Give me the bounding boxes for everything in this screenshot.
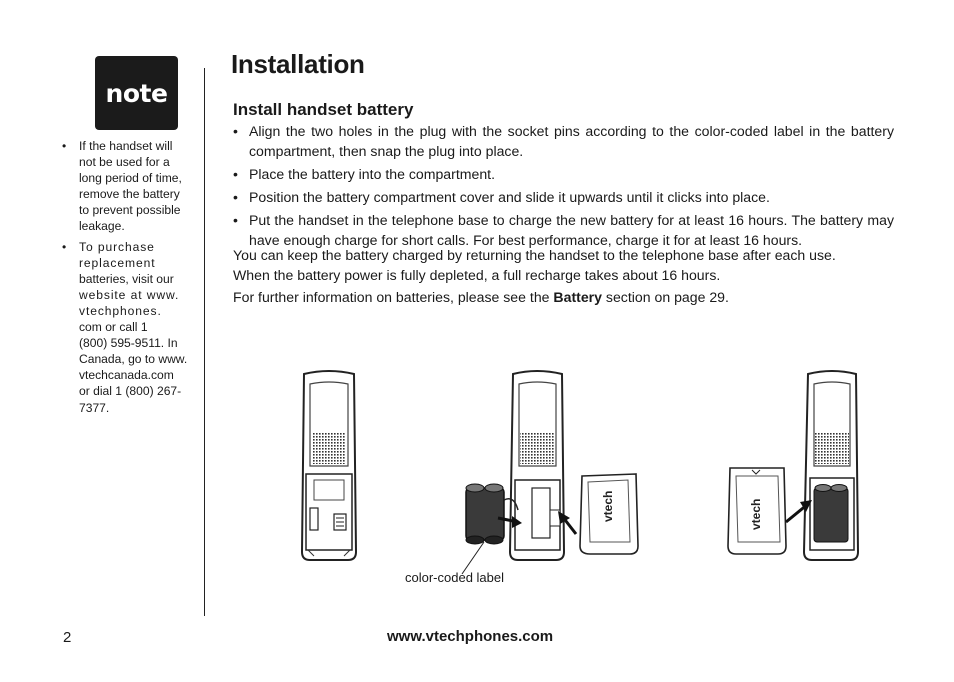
cover-brand-label: vtech xyxy=(749,498,763,530)
sidebar-note-line: long period of time, xyxy=(79,171,182,186)
sidebar-note-line: remove the battery xyxy=(79,187,180,202)
battery-pack xyxy=(814,488,848,542)
instruction-item: • Place the battery into the compartment. xyxy=(233,164,894,184)
sidebar-note-line: • To purchase xyxy=(79,239,155,254)
sidebar-note-line: or dial 1 (800) 267- xyxy=(79,384,182,399)
sidebar-note-line: (800) 595-9511. In xyxy=(79,336,178,351)
paragraph-line: When the battery power is fully depleted, a full recharge takes about 16 hours. xyxy=(233,267,721,283)
sidebar-note-line: website at www. xyxy=(79,287,180,302)
instruction-item: • Put the handset in the telephone base to charge the new battery for at least 16 hours. The battery may have enough charge for short calls. For best performance, charge it for at least 16 hours. xyxy=(233,210,894,250)
paragraph-line: You can keep the battery charged by returning the handset to the telephone base after each use. xyxy=(233,247,836,263)
instruction-item: • Align the two holes in the plug with the socket pins according to the color-coded label in the battery compartment, then snap the plug into place. xyxy=(233,121,894,161)
instruction-item: • Position the battery compartment cover and slide it upwards until it clicks into place. xyxy=(233,187,894,207)
sidebar-note-line: • If the handset will xyxy=(79,139,173,153)
sidebar-note-line: batteries, visit our xyxy=(79,271,174,286)
insert-battery-illustration xyxy=(462,370,642,564)
battery-pack xyxy=(466,488,504,540)
cover-brand-label: vtech xyxy=(601,490,615,522)
sidebar-note-line: vtechcanada.com xyxy=(79,368,174,383)
battery-section-link: Battery xyxy=(553,289,602,305)
section-heading: Install handset battery xyxy=(233,100,414,119)
sidebar-note-line: com or call 1 xyxy=(79,320,148,335)
page-number: 2 xyxy=(63,629,72,646)
reference-text-after: section on page 29. xyxy=(602,289,729,305)
sidebar-note-line: 7377. xyxy=(79,400,110,415)
sidebar-notes xyxy=(62,138,204,420)
speaker-grille xyxy=(312,432,346,464)
instruction-list xyxy=(233,121,894,253)
sidebar-note-line: not be used for a xyxy=(79,155,170,170)
handset-open-illustration xyxy=(298,370,360,564)
sidebar-note-leakage xyxy=(62,138,204,235)
recharge-paragraph xyxy=(233,245,895,285)
sidebar-note-line: Canada, go to www. xyxy=(79,352,188,367)
sidebar-note-line: vtechphones. xyxy=(79,303,162,318)
replace-cover-illustration xyxy=(722,370,862,564)
footer-url: www.vtechphones.com xyxy=(387,628,554,645)
reference-text-before: For further information on batteries, please see the xyxy=(233,289,554,305)
sidebar-note-purchase xyxy=(62,239,204,416)
sidebar-note-line: leakage. xyxy=(79,219,125,234)
battery-reference-paragraph xyxy=(233,287,895,307)
column-divider xyxy=(204,68,205,616)
note-badge xyxy=(95,56,178,130)
sidebar-note-line: to prevent possible xyxy=(79,203,181,218)
sidebar-note-line: replacement xyxy=(79,255,156,270)
page-title: Installation xyxy=(231,49,365,79)
note-label: note xyxy=(105,78,168,108)
figure-caption: color-coded label xyxy=(405,570,505,585)
